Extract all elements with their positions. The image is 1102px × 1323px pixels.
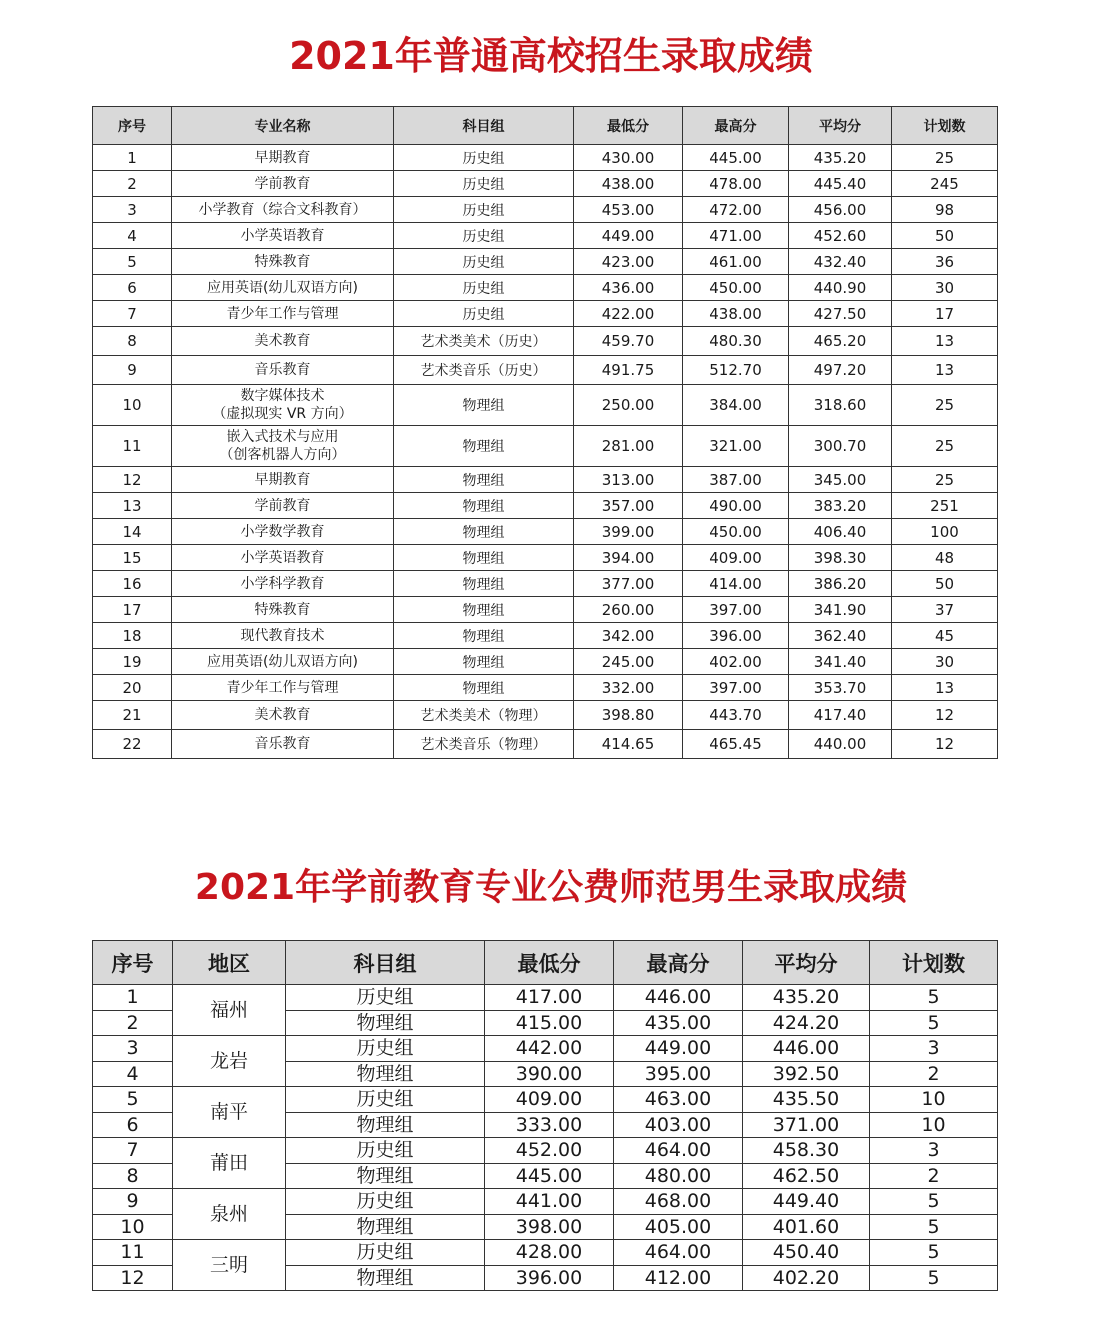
row-number: 10 bbox=[93, 1214, 173, 1240]
avg-score: 446.00 bbox=[743, 1036, 870, 1062]
major-name: 学前教育 bbox=[172, 171, 394, 197]
subject-group: 历史组 bbox=[394, 171, 574, 197]
region-name: 莆田 bbox=[173, 1138, 286, 1189]
avg-score: 435.50 bbox=[743, 1087, 870, 1113]
plan-count: 245 bbox=[892, 171, 998, 197]
min-score: 313.00 bbox=[574, 467, 683, 493]
subject-group: 历史组 bbox=[286, 985, 485, 1011]
row-number: 17 bbox=[93, 597, 172, 623]
min-score: 423.00 bbox=[574, 249, 683, 275]
region-name: 南平 bbox=[173, 1087, 286, 1138]
max-score: 402.00 bbox=[683, 649, 789, 675]
avg-score: 341.40 bbox=[789, 649, 892, 675]
male-teacher-scores-table bbox=[92, 940, 998, 1291]
min-score: 396.00 bbox=[485, 1265, 614, 1291]
subject-group: 物理组 bbox=[394, 623, 574, 649]
major-name: 应用英语(幼儿双语方向) bbox=[172, 275, 394, 301]
plan-count: 5 bbox=[870, 1214, 998, 1240]
header-plan-count: 计划数 bbox=[870, 941, 998, 985]
row-number: 1 bbox=[93, 145, 172, 171]
max-score: 405.00 bbox=[614, 1214, 743, 1240]
max-score: 480.00 bbox=[614, 1163, 743, 1189]
plan-count: 5 bbox=[870, 985, 998, 1011]
row-number: 21 bbox=[93, 701, 172, 730]
max-score: 463.00 bbox=[614, 1087, 743, 1113]
plan-count: 45 bbox=[892, 623, 998, 649]
table-row bbox=[93, 597, 998, 623]
max-score: 435.00 bbox=[614, 1010, 743, 1036]
plan-count: 251 bbox=[892, 493, 998, 519]
major-name bbox=[172, 426, 394, 467]
max-score: 480.30 bbox=[683, 327, 789, 356]
min-score: 260.00 bbox=[574, 597, 683, 623]
subject-group: 物理组 bbox=[394, 385, 574, 426]
row-number: 20 bbox=[93, 675, 172, 701]
min-score: 445.00 bbox=[485, 1163, 614, 1189]
subject-group: 物理组 bbox=[394, 649, 574, 675]
plan-count: 98 bbox=[892, 197, 998, 223]
plan-count: 13 bbox=[892, 327, 998, 356]
major-name-line1: 嵌入式技术与应用 bbox=[226, 429, 339, 445]
header-no: 序号 bbox=[93, 941, 173, 985]
avg-score: 456.00 bbox=[789, 197, 892, 223]
avg-score: 401.60 bbox=[743, 1214, 870, 1240]
min-score: 441.00 bbox=[485, 1189, 614, 1215]
max-score: 464.00 bbox=[614, 1138, 743, 1164]
plan-count: 36 bbox=[892, 249, 998, 275]
admission-scores-title: 2021年普通高校招生录取成绩 bbox=[289, 34, 813, 78]
table-row bbox=[93, 327, 998, 356]
plan-count: 25 bbox=[892, 145, 998, 171]
plan-count: 5 bbox=[870, 1265, 998, 1291]
min-score: 281.00 bbox=[574, 426, 683, 467]
avg-score: 440.00 bbox=[789, 730, 892, 759]
table-row bbox=[93, 545, 998, 571]
avg-score: 445.40 bbox=[789, 171, 892, 197]
subject-group: 物理组 bbox=[394, 467, 574, 493]
avg-score: 417.40 bbox=[789, 701, 892, 730]
header-avg-score: 平均分 bbox=[789, 107, 892, 145]
major-name: 青少年工作与管理 bbox=[172, 675, 394, 701]
plan-count: 12 bbox=[892, 730, 998, 759]
row-number: 18 bbox=[93, 623, 172, 649]
row-number: 19 bbox=[93, 649, 172, 675]
subject-group: 历史组 bbox=[394, 275, 574, 301]
max-score: 397.00 bbox=[683, 675, 789, 701]
subject-group: 历史组 bbox=[394, 223, 574, 249]
table-row bbox=[93, 223, 998, 249]
plan-count: 50 bbox=[892, 571, 998, 597]
major-name: 应用英语(幼儿双语方向) bbox=[172, 649, 394, 675]
min-score: 442.00 bbox=[485, 1036, 614, 1062]
max-score: 478.00 bbox=[683, 171, 789, 197]
row-number: 16 bbox=[93, 571, 172, 597]
subject-group: 物理组 bbox=[394, 571, 574, 597]
major-name-line2: （虚拟现实 VR 方向） bbox=[212, 406, 353, 422]
header-major: 专业名称 bbox=[172, 107, 394, 145]
max-score: 464.00 bbox=[614, 1240, 743, 1266]
row-number: 1 bbox=[93, 985, 173, 1011]
major-name bbox=[172, 385, 394, 426]
table-row bbox=[93, 385, 998, 426]
max-score: 403.00 bbox=[614, 1112, 743, 1138]
plan-count: 12 bbox=[892, 701, 998, 730]
subject-group: 历史组 bbox=[394, 249, 574, 275]
avg-score: 341.90 bbox=[789, 597, 892, 623]
subject-group: 物理组 bbox=[286, 1163, 485, 1189]
subject-group: 物理组 bbox=[286, 1112, 485, 1138]
avg-score: 362.40 bbox=[789, 623, 892, 649]
max-score: 490.00 bbox=[683, 493, 789, 519]
min-score: 422.00 bbox=[574, 301, 683, 327]
subject-group: 艺术类音乐（历史） bbox=[394, 356, 574, 385]
row-number: 11 bbox=[93, 426, 172, 467]
min-score: 245.00 bbox=[574, 649, 683, 675]
avg-score: 386.20 bbox=[789, 571, 892, 597]
subject-group: 物理组 bbox=[394, 675, 574, 701]
plan-count: 3 bbox=[870, 1138, 998, 1164]
max-score: 397.00 bbox=[683, 597, 789, 623]
plan-count: 37 bbox=[892, 597, 998, 623]
table-row bbox=[93, 145, 998, 171]
plan-count: 3 bbox=[870, 1036, 998, 1062]
subject-group: 物理组 bbox=[394, 426, 574, 467]
table-row bbox=[93, 1189, 998, 1215]
min-score: 459.70 bbox=[574, 327, 683, 356]
table-row bbox=[93, 426, 998, 467]
table-row bbox=[93, 623, 998, 649]
row-number: 4 bbox=[93, 1061, 173, 1087]
min-score: 399.00 bbox=[574, 519, 683, 545]
avg-score: 465.20 bbox=[789, 327, 892, 356]
plan-count: 25 bbox=[892, 385, 998, 426]
region-name: 福州 bbox=[173, 985, 286, 1036]
subject-group: 艺术类美术（物理） bbox=[394, 701, 574, 730]
avg-score: 398.30 bbox=[789, 545, 892, 571]
subject-group: 艺术类美术（历史） bbox=[394, 327, 574, 356]
row-number: 6 bbox=[93, 275, 172, 301]
subject-group: 物理组 bbox=[286, 1010, 485, 1036]
avg-score: 392.50 bbox=[743, 1061, 870, 1087]
min-score: 333.00 bbox=[485, 1112, 614, 1138]
plan-count: 13 bbox=[892, 356, 998, 385]
max-score: 384.00 bbox=[683, 385, 789, 426]
table-row bbox=[93, 275, 998, 301]
min-score: 449.00 bbox=[574, 223, 683, 249]
row-number: 5 bbox=[93, 249, 172, 275]
subject-group: 艺术类音乐（物理） bbox=[394, 730, 574, 759]
avg-score: 458.30 bbox=[743, 1138, 870, 1164]
avg-score: 450.40 bbox=[743, 1240, 870, 1266]
avg-score: 462.50 bbox=[743, 1163, 870, 1189]
plan-count: 25 bbox=[892, 467, 998, 493]
subject-group: 历史组 bbox=[394, 197, 574, 223]
min-score: 409.00 bbox=[485, 1087, 614, 1113]
major-name: 小学教育（综合文科教育） bbox=[172, 197, 394, 223]
row-number: 10 bbox=[93, 385, 172, 426]
major-name: 早期教育 bbox=[172, 145, 394, 171]
avg-score: 435.20 bbox=[789, 145, 892, 171]
subject-group: 历史组 bbox=[286, 1036, 485, 1062]
avg-score: 371.00 bbox=[743, 1112, 870, 1138]
row-number: 12 bbox=[93, 1265, 173, 1291]
max-score: 461.00 bbox=[683, 249, 789, 275]
min-score: 250.00 bbox=[574, 385, 683, 426]
plan-count: 5 bbox=[870, 1240, 998, 1266]
max-score: 409.00 bbox=[683, 545, 789, 571]
avg-score: 452.60 bbox=[789, 223, 892, 249]
major-name: 音乐教育 bbox=[172, 730, 394, 759]
min-score: 357.00 bbox=[574, 493, 683, 519]
max-score: 449.00 bbox=[614, 1036, 743, 1062]
row-number: 11 bbox=[93, 1240, 173, 1266]
max-score: 445.00 bbox=[683, 145, 789, 171]
row-number: 2 bbox=[93, 171, 172, 197]
max-score: 512.70 bbox=[683, 356, 789, 385]
min-score: 398.00 bbox=[485, 1214, 614, 1240]
table-row bbox=[93, 571, 998, 597]
row-number: 7 bbox=[93, 1138, 173, 1164]
min-score: 332.00 bbox=[574, 675, 683, 701]
subject-group: 物理组 bbox=[394, 493, 574, 519]
min-score: 453.00 bbox=[574, 197, 683, 223]
table-header-row bbox=[93, 107, 998, 145]
avg-score: 432.40 bbox=[789, 249, 892, 275]
plan-count: 5 bbox=[870, 1189, 998, 1215]
table-row bbox=[93, 519, 998, 545]
min-score: 417.00 bbox=[485, 985, 614, 1011]
plan-count: 2 bbox=[870, 1163, 998, 1189]
header-min-score: 最低分 bbox=[485, 941, 614, 985]
header-no: 序号 bbox=[93, 107, 172, 145]
row-number: 15 bbox=[93, 545, 172, 571]
max-score: 443.70 bbox=[683, 701, 789, 730]
avg-score: 449.40 bbox=[743, 1189, 870, 1215]
major-name: 小学科学教育 bbox=[172, 571, 394, 597]
region-name: 三明 bbox=[173, 1240, 286, 1291]
subject-group: 历史组 bbox=[286, 1087, 485, 1113]
avg-score: 406.40 bbox=[789, 519, 892, 545]
avg-score: 497.20 bbox=[789, 356, 892, 385]
min-score: 398.80 bbox=[574, 701, 683, 730]
min-score: 342.00 bbox=[574, 623, 683, 649]
row-number: 6 bbox=[93, 1112, 173, 1138]
major-name: 特殊教育 bbox=[172, 249, 394, 275]
table-header-row bbox=[93, 941, 998, 985]
header-subject-group: 科目组 bbox=[394, 107, 574, 145]
table-row bbox=[93, 1138, 998, 1164]
min-score: 414.65 bbox=[574, 730, 683, 759]
header-max-score: 最高分 bbox=[683, 107, 789, 145]
subject-group: 历史组 bbox=[286, 1138, 485, 1164]
avg-score: 440.90 bbox=[789, 275, 892, 301]
min-score: 428.00 bbox=[485, 1240, 614, 1266]
table-row bbox=[93, 197, 998, 223]
min-score: 436.00 bbox=[574, 275, 683, 301]
plan-count: 50 bbox=[892, 223, 998, 249]
row-number: 7 bbox=[93, 301, 172, 327]
major-name: 青少年工作与管理 bbox=[172, 301, 394, 327]
table-row bbox=[93, 675, 998, 701]
max-score: 396.00 bbox=[683, 623, 789, 649]
header-avg-score: 平均分 bbox=[743, 941, 870, 985]
min-score: 394.00 bbox=[574, 545, 683, 571]
header-region: 地区 bbox=[173, 941, 286, 985]
table-row bbox=[93, 985, 998, 1011]
max-score: 471.00 bbox=[683, 223, 789, 249]
row-number: 12 bbox=[93, 467, 172, 493]
region-name: 泉州 bbox=[173, 1189, 286, 1240]
subject-group: 物理组 bbox=[286, 1061, 485, 1087]
row-number: 9 bbox=[93, 356, 172, 385]
plan-count: 17 bbox=[892, 301, 998, 327]
row-number: 14 bbox=[93, 519, 172, 545]
major-name: 音乐教育 bbox=[172, 356, 394, 385]
avg-score: 427.50 bbox=[789, 301, 892, 327]
subject-group: 历史组 bbox=[394, 301, 574, 327]
avg-score: 300.70 bbox=[789, 426, 892, 467]
major-name: 现代教育技术 bbox=[172, 623, 394, 649]
plan-count: 2 bbox=[870, 1061, 998, 1087]
row-number: 4 bbox=[93, 223, 172, 249]
subject-group: 物理组 bbox=[286, 1214, 485, 1240]
max-score: 438.00 bbox=[683, 301, 789, 327]
avg-score: 353.70 bbox=[789, 675, 892, 701]
plan-count: 48 bbox=[892, 545, 998, 571]
table-row bbox=[93, 701, 998, 730]
major-name-line2: （创客机器人方向） bbox=[219, 447, 346, 463]
table-row bbox=[93, 1036, 998, 1062]
plan-count: 10 bbox=[870, 1112, 998, 1138]
row-number: 3 bbox=[93, 197, 172, 223]
major-name-line1: 数字媒体技术 bbox=[240, 388, 325, 404]
row-number: 2 bbox=[93, 1010, 173, 1036]
subject-group: 历史组 bbox=[394, 145, 574, 171]
max-score: 412.00 bbox=[614, 1265, 743, 1291]
plan-count: 13 bbox=[892, 675, 998, 701]
header-plan-count: 计划数 bbox=[892, 107, 998, 145]
header-max-score: 最高分 bbox=[614, 941, 743, 985]
plan-count: 10 bbox=[870, 1087, 998, 1113]
max-score: 387.00 bbox=[683, 467, 789, 493]
row-number: 22 bbox=[93, 730, 172, 759]
major-name: 小学数学教育 bbox=[172, 519, 394, 545]
plan-count: 30 bbox=[892, 275, 998, 301]
major-name: 早期教育 bbox=[172, 467, 394, 493]
major-name: 美术教育 bbox=[172, 701, 394, 730]
plan-count: 100 bbox=[892, 519, 998, 545]
row-number: 5 bbox=[93, 1087, 173, 1113]
avg-score: 318.60 bbox=[789, 385, 892, 426]
min-score: 377.00 bbox=[574, 571, 683, 597]
avg-score: 383.20 bbox=[789, 493, 892, 519]
max-score: 472.00 bbox=[683, 197, 789, 223]
male-teacher-scores-title: 2021年学前教育专业公费师范男生录取成绩 bbox=[194, 867, 908, 908]
row-number: 3 bbox=[93, 1036, 173, 1062]
row-number: 13 bbox=[93, 493, 172, 519]
subject-group: 历史组 bbox=[286, 1240, 485, 1266]
table-row bbox=[93, 1087, 998, 1113]
header-subject-group: 科目组 bbox=[286, 941, 485, 985]
min-score: 415.00 bbox=[485, 1010, 614, 1036]
avg-score: 424.20 bbox=[743, 1010, 870, 1036]
subject-group: 物理组 bbox=[394, 597, 574, 623]
table-row bbox=[93, 249, 998, 275]
avg-score: 345.00 bbox=[789, 467, 892, 493]
header-min-score: 最低分 bbox=[574, 107, 683, 145]
table-row bbox=[93, 467, 998, 493]
region-name: 龙岩 bbox=[173, 1036, 286, 1087]
table-row bbox=[93, 730, 998, 759]
max-score: 450.00 bbox=[683, 519, 789, 545]
row-number: 8 bbox=[93, 327, 172, 356]
subject-group: 物理组 bbox=[394, 545, 574, 571]
min-score: 430.00 bbox=[574, 145, 683, 171]
table-row bbox=[93, 1240, 998, 1266]
row-number: 8 bbox=[93, 1163, 173, 1189]
max-score: 446.00 bbox=[614, 985, 743, 1011]
table-row bbox=[93, 493, 998, 519]
avg-score: 402.20 bbox=[743, 1265, 870, 1291]
table-row bbox=[93, 649, 998, 675]
plan-count: 5 bbox=[870, 1010, 998, 1036]
major-name: 小学英语教育 bbox=[172, 545, 394, 571]
admission-scores-table bbox=[92, 106, 998, 759]
row-number: 9 bbox=[93, 1189, 173, 1215]
major-name: 美术教育 bbox=[172, 327, 394, 356]
min-score: 390.00 bbox=[485, 1061, 614, 1087]
plan-count: 25 bbox=[892, 426, 998, 467]
plan-count: 30 bbox=[892, 649, 998, 675]
major-name: 小学英语教育 bbox=[172, 223, 394, 249]
subject-group: 物理组 bbox=[394, 519, 574, 545]
max-score: 321.00 bbox=[683, 426, 789, 467]
subject-group: 历史组 bbox=[286, 1189, 485, 1215]
subject-group: 物理组 bbox=[286, 1265, 485, 1291]
major-name: 特殊教育 bbox=[172, 597, 394, 623]
avg-score: 435.20 bbox=[743, 985, 870, 1011]
table-row bbox=[93, 301, 998, 327]
max-score: 468.00 bbox=[614, 1189, 743, 1215]
max-score: 465.45 bbox=[683, 730, 789, 759]
min-score: 491.75 bbox=[574, 356, 683, 385]
min-score: 438.00 bbox=[574, 171, 683, 197]
table-row bbox=[93, 356, 998, 385]
table-row bbox=[93, 171, 998, 197]
max-score: 395.00 bbox=[614, 1061, 743, 1087]
major-name: 学前教育 bbox=[172, 493, 394, 519]
min-score: 452.00 bbox=[485, 1138, 614, 1164]
max-score: 450.00 bbox=[683, 275, 789, 301]
max-score: 414.00 bbox=[683, 571, 789, 597]
